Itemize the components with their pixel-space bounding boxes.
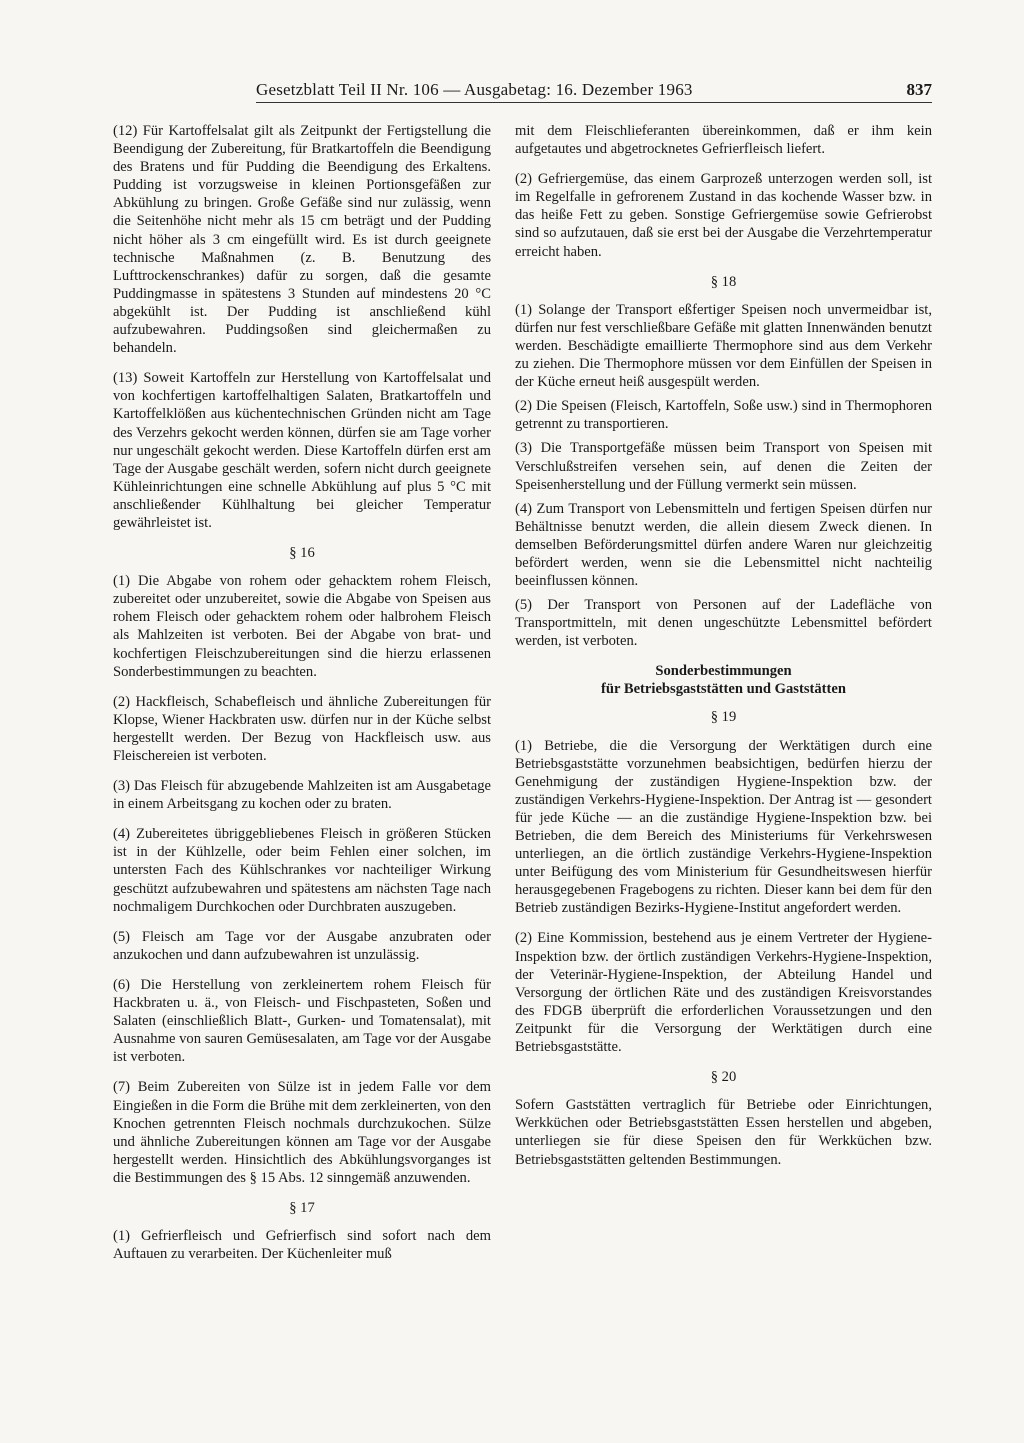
subheading-line-2: für Betriebsgaststätten und Gaststätten — [601, 681, 846, 698]
paragraph-16-7: (7) Beim Zubereiten von Sülze ist in jedem Falle vor dem Eingießen in die Form die Brühe mit dem zerkleinerten, von den Knochen getrennten Fleisch nochmals durchzukochen. Sülze und ähnliche Zubereitungen können am Tage vor der Ausgabe hergestellt werden. Hinsichtlich des Abkühlungsvorganges ist die Bestimmungen des § 15 Abs. 12 sinngemäß anzuwenden. — [113, 1079, 491, 1186]
section-heading-18: § 18 — [710, 273, 737, 290]
paragraph-16-6: (6) Die Herstellung von zerkleinertem rohem Fleisch für Hackbraten u. ä., von Fleisch- und Fischpasteten, Soßen und Salaten (einschließlich Blatt-, Gurken- und Tomatensalat), mit Ausnahme von sauren Gemüsesalaten, am Tage vor der Ausgabe ist verboten. — [113, 976, 491, 1066]
right-column — [515, 122, 932, 1181]
section-heading-17: § 17 — [289, 1199, 315, 1216]
section-heading-20: § 20 — [710, 1069, 737, 1086]
paragraph-19-2: (2) Eine Kommission, bestehend aus je einem Vertreter der Hygiene-Inspektion bzw. der örtlich zuständigen Verkehrs-Hygiene-Inspektion, der Veterinär-Hygiene-Inspektion, der Abteilung Handel und Versorgung der örtlichen Räte und des zuständigen Kreisvorstandes des FDGB überprüft die erforderlichen Voraussetzungen und den Zeitpunkt für die Versorgung der Werktätigen durch eine Betriebsgaststätte. — [515, 930, 932, 1056]
subheading-block — [515, 662, 932, 698]
paragraph-17-2: (2) Gefriergemüse, das einem Garprozeß unterzogen werden soll, ist im Regelfalle in gefrorenem Zustand in das kochende Wasser bzw. in das heiße Fett zu geben. Sonstige Gefriergemüse sowie Gefrierobst sind so aufzutauen, daß sie erst bei der Ausgabe die Verzehrtemperatur erreicht haben. — [515, 171, 932, 260]
paragraph-20: Sofern Gaststätten vertraglich für Betriebe oder Einrichtungen, Werkküchen oder Betriebsgaststätten Essen herstellen und abgeben, unterliegen sie für diese Speisen den für Werkküchen bzw. Betriebsgaststätten geltenden Bestimmungen. — [515, 1097, 932, 1168]
paragraph-17-1: (1) Gefrierfleisch und Gefrierfisch sind sofort nach dem Auftauen zu verarbeiten. Der Küchenleiter muß — [113, 1228, 491, 1263]
paragraph-16-3: (3) Das Fleisch für abzugebende Mahlzeiten ist am Ausgabetage in einem Arbeitsgang zu kochen oder zu braten. — [113, 778, 491, 813]
paragraph-18-4: (4) Zum Transport von Lebensmitteln und fertigen Speisen dürfen nur Behältnisse benutzt werden, die allein diesem Zweck dienen. In demselben Beförderungsmittel dürfen andere Waren nur gleichzeitig befördert werden, wenn sie die Lebensmittel nicht nachteilig beeinflussen können. — [515, 500, 932, 590]
paragraph-16-5: (5) Fleisch am Tage vor der Ausgabe anzubraten oder anzukochen und dann aufzubewahren ist unzulässig. — [113, 928, 491, 963]
left-column — [113, 122, 491, 1275]
paragraph-17-1-continued: mit dem Fleischlieferanten übereinkommen, daß er ihm kein aufgetautes und abgetrocknetes Gefrierfleisch liefert. — [515, 123, 932, 158]
paragraph-16-4: (4) Zubereitetes übriggebliebenes Fleisch in größeren Stücken ist in der Kühlzelle, oder beim Fehlen einer solchen, im untersten Fach des Kühlschrankes vor nachteiliger Wirkung geschützt aufzubewahren und spätestens am nächsten Tage nach nochmaligem Durchkochen oder Durchbraten auszugeben. — [113, 826, 491, 915]
page-header — [256, 80, 932, 103]
page-number: 837 — [906, 80, 932, 99]
paragraph-15-13: (13) Soweit Kartoffeln zur Herstellung von Kartoffelsalat und von kochfertigen kartoffelhaltigen Salaten, Bratkartoffeln und Kartoffelklößen aus küchentechnischen Gründen nicht am Tage des Verzehrs gekocht werden können, dürfen sie am Tage vorher nur ungeschält gekocht werden. Diese Kartoffeln dürfen erst am Tage der Ausgabe geschält werden, sofern nicht durch geeignete Kühleinrichtungen eine schnelle Abkühlung auf plus 5 °C mit anschließender Kühlhaltung bei gleicher Temperatur gewährleistet ist. — [113, 370, 491, 531]
section-heading-16: § 16 — [289, 545, 315, 562]
paragraph-16-2: (2) Hackfleisch, Schabefleisch und ähnliche Zubereitungen für Klopse, Wiener Hackbraten usw. dürfen nur in der Küche selbst hergestellt werden. Der Bezug von Hackfleisch usw. aus Fleischereien ist verboten. — [113, 693, 491, 764]
paragraph-18-2: (2) Die Speisen (Fleisch, Kartoffeln, Soße usw.) sind in Thermophoren getrennt zu transportieren. — [515, 398, 932, 433]
paragraph-18-3: (3) Die Transportgefäße müssen beim Transport von Speisen mit Verschlußstreifen versehen sein, auf denen die Zeiten der Speisenherstellung und der Füllung vermerkt sein müssen. — [515, 440, 932, 493]
section-heading-19: § 19 — [710, 709, 737, 726]
paragraph-18-5: (5) Der Transport von Personen auf der Ladefläche von Transportmitteln, mit denen ungeschützte Lebensmittel befördert werden, ist verboten. — [515, 597, 932, 650]
subheading-line-1: Sonderbestimmungen — [655, 663, 792, 680]
header-title: Gesetzblatt Teil II Nr. 106 — Ausgabetag: 16. Dezember 1963 — [256, 80, 693, 99]
paragraph-16-1: (1) Die Abgabe von rohem oder gehacktem rohem Fleisch, zubereitet oder unzubereitet, sowie die Abgabe von Speisen aus rohem Fleisch oder gehacktem rohem oder halbrohem Fleisch als Mahlzeiten ist verboten. Bei der Abgabe von brat- und kochfertigen Fleischzubereitungen sind die hierzu erlassenen Sonderbestimmungen zu beachten. — [113, 573, 491, 680]
paragraph-15-12: (12) Für Kartoffelsalat gilt als Zeitpunkt der Fertigstellung die Beendigung der Zubereitung, für Bratkartoffeln die Beendigung des Bratens und für Pudding die Beendigung des Erkaltens. Pudding ist vorzugsweise in kleinen Portionsgefäßen zur Abkühlung zu bringen. Große Gefäße sind nur zulässig, wenn die Seitenhöhe nicht mehr als 15 cm beträgt und der Pudding nicht höher als 3 cm eingefüllt wird. Es ist durch geeignete technische Maßnahmen (z. B. Benutzung des Lufttrockenschrankes) dafür zu sorgen, daß die gesamte Puddingmasse in spätestens 3 Stunden auf mindestens 20 °C abgekühlt ist. Der Pudding ist anschließend kühl aufzubewahren. Puddingsoßen sind gleichermaßen zu behandeln. — [113, 123, 491, 357]
paragraph-19-1: (1) Betriebe, die die Versorgung der Werktätigen durch eine Betriebsgaststätte vorzunehmen beabsichtigen, bedürfen hierzu der Genehmigung der zuständigen Hygiene-Inspektion bzw. der zuständigen Verkehrs-Hygiene-Inspektion. Der Antrag ist — gesondert für jede Küche — an die zuständige Hygiene-Inspektion bzw. bei Betrieben, die dem Bereich des Ministeriums für Verkehrswesen unterliegen, an die örtlich zuständige Verkehrs-Hygiene-Inspektion unter Beifügung des vom Ministerium für Gesundheitswesen hierfür herausgegebenen Fragebogens zu richten. Dieser kann bei dem für den Betrieb zuständigen Bezirks-Hygiene-Institut angefordert werden. — [515, 737, 932, 917]
paragraph-18-1: (1) Solange der Transport eßfertiger Speisen noch unvermeidbar ist, dürfen nur fest verschließbare Gefäße mit glatten Innenwänden benutzt werden. Beschädigte emaillierte Thermophore sind aus dem Verkehr zu ziehen. Die Thermophore müssen vor dem Einfüllen der Speisen in der Küche erneut heiß ausgespült werden. — [515, 301, 932, 391]
